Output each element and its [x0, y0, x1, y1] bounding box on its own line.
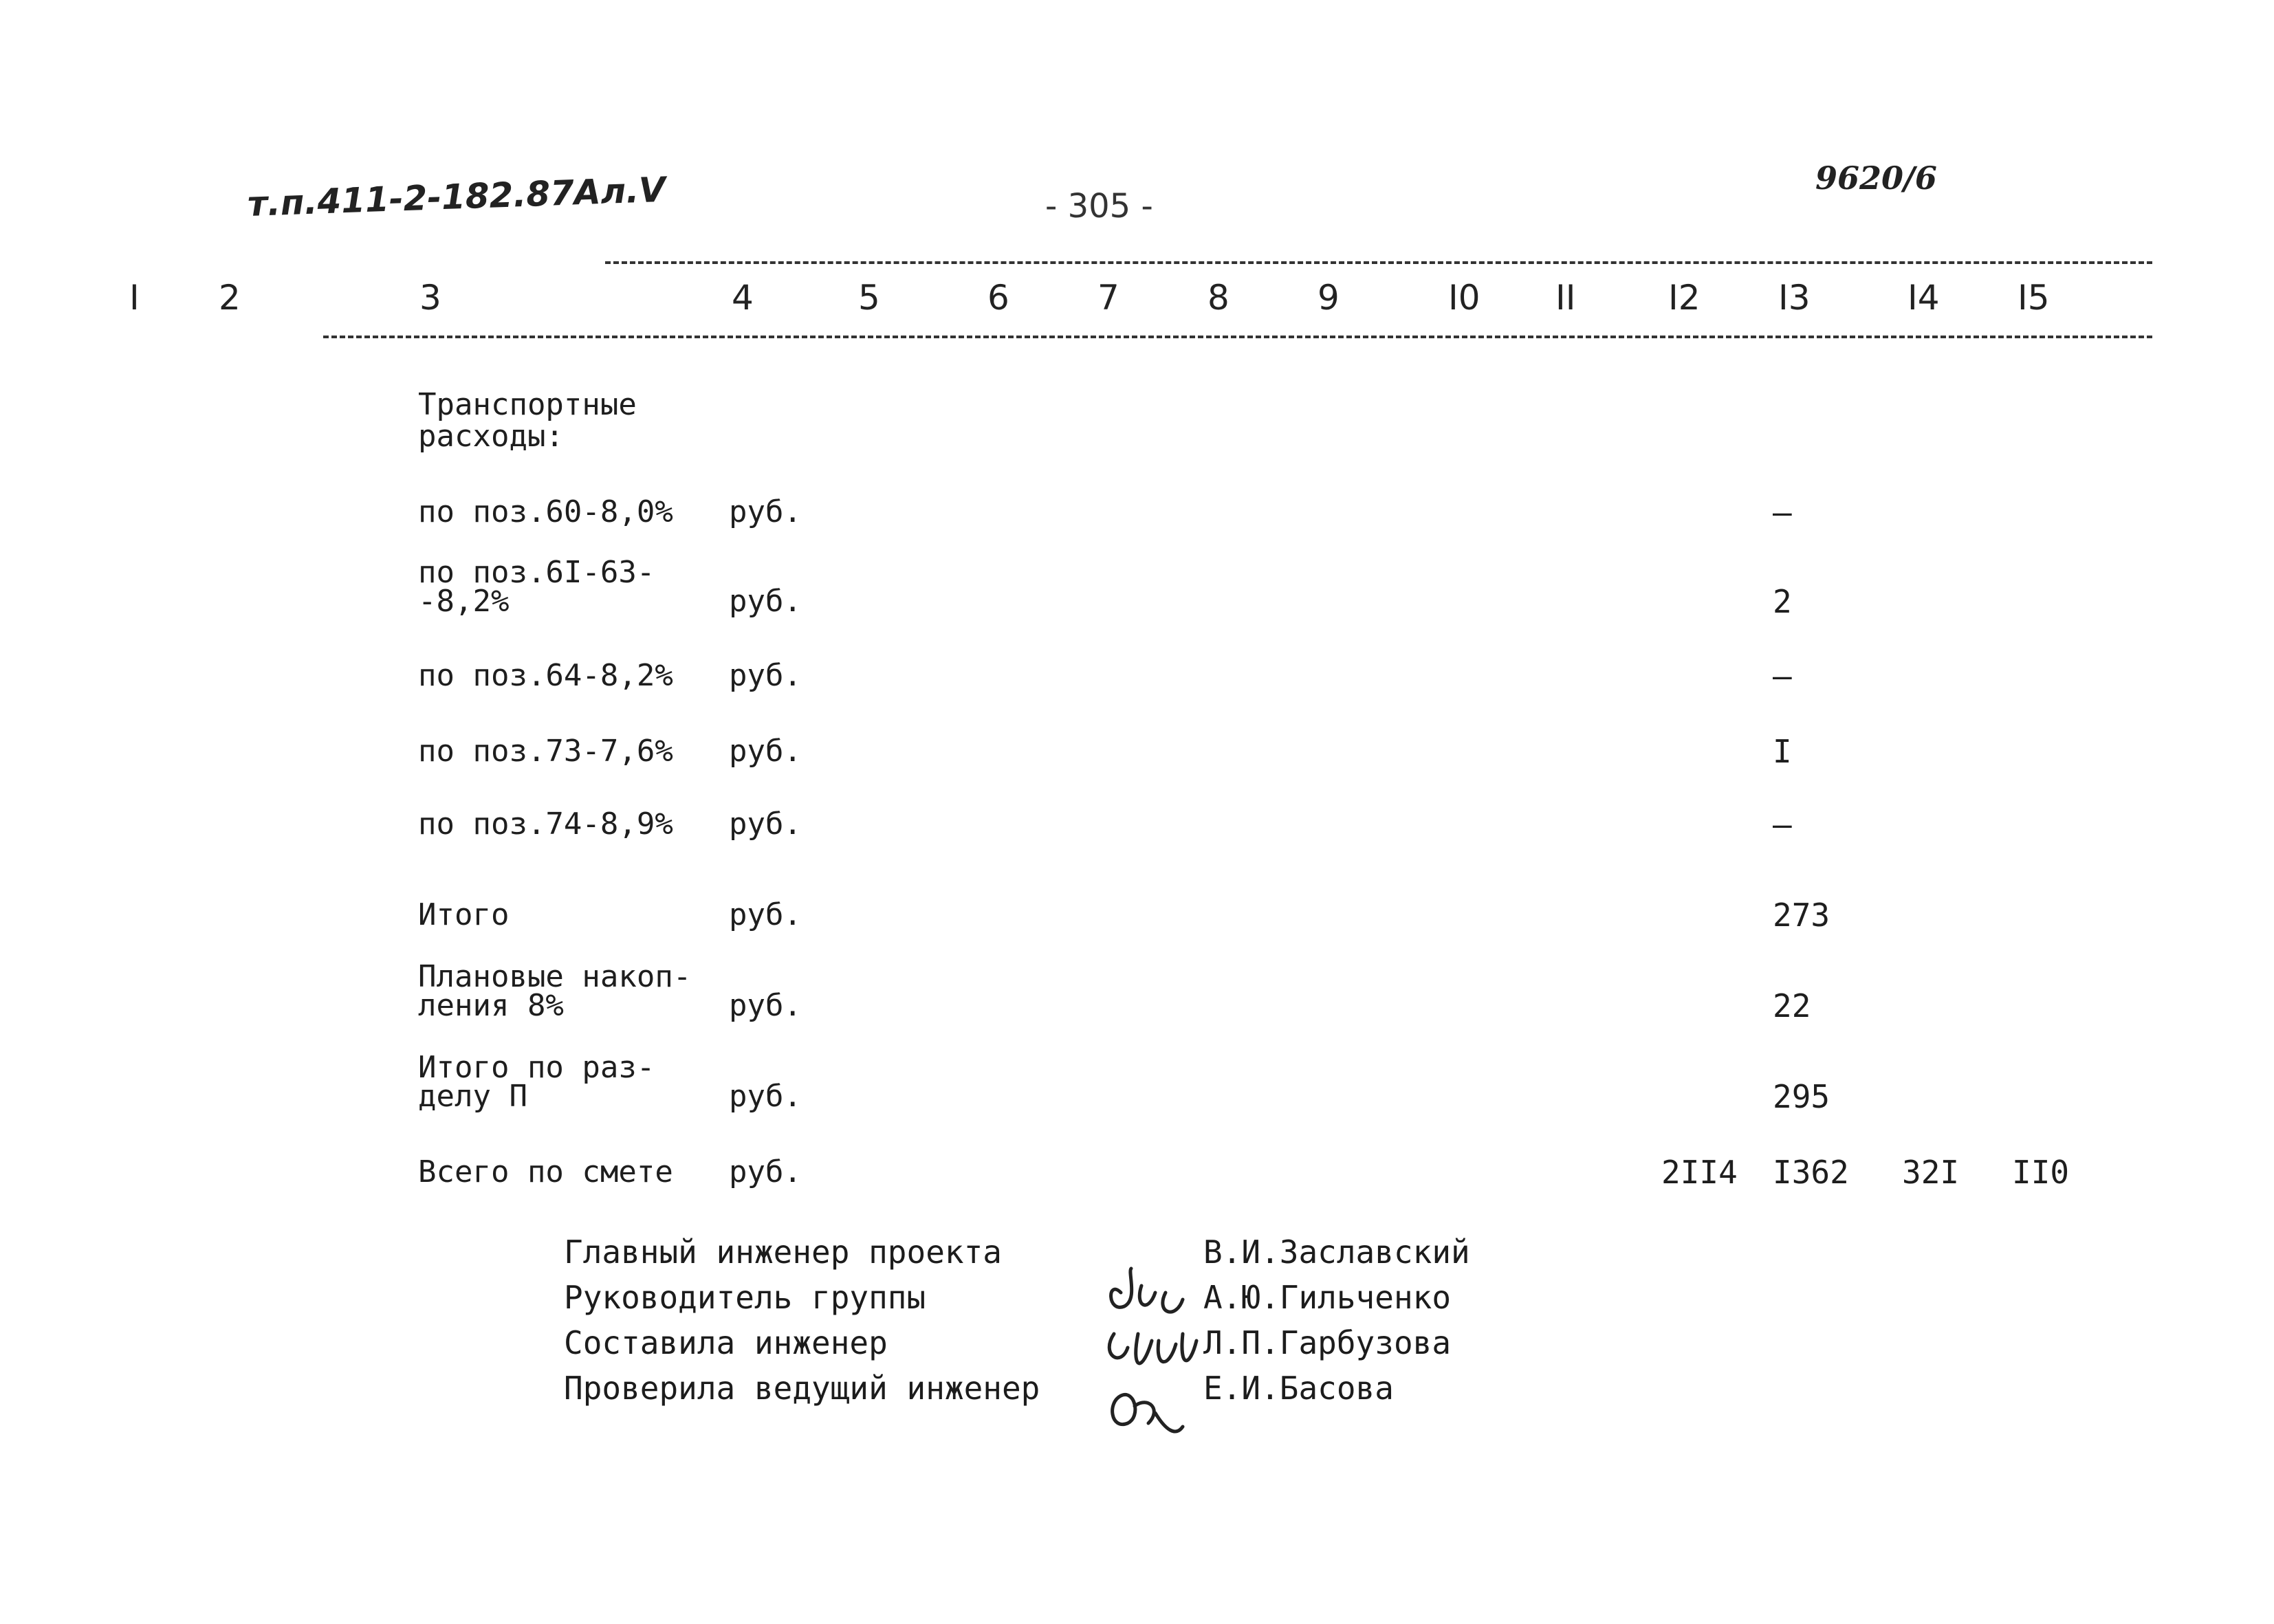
- row-label: по поз.73-7,6%: [418, 734, 673, 769]
- column-header-3: 3: [419, 278, 441, 318]
- signatory-name: В.И.Заславский: [1203, 1233, 1470, 1271]
- row-unit: руб.: [729, 806, 802, 842]
- section-total-label-continued: делу П: [418, 1079, 527, 1114]
- row-label: по поз.60-8,0%: [418, 494, 673, 529]
- signature-titles: [564, 1229, 1040, 1411]
- column-header-12: I2: [1668, 278, 1701, 318]
- column-header-13: I3: [1778, 278, 1811, 318]
- column-header-15: I5: [2018, 278, 2050, 318]
- column-header-14: I4: [1907, 278, 1940, 318]
- column-header-6: 6: [987, 278, 1009, 318]
- planned-savings-value-col13: 22: [1773, 987, 1811, 1024]
- grand-total-unit: руб.: [729, 1154, 802, 1189]
- row-value-col13: –: [1773, 657, 1792, 694]
- column-header-10: I0: [1448, 278, 1480, 318]
- grand-total-col14: 32I: [1902, 1154, 1960, 1191]
- handwritten-signature: [1100, 1265, 1203, 1444]
- signature-title: Проверила ведущий инженер: [564, 1370, 1040, 1407]
- column-header-8: 8: [1207, 278, 1229, 318]
- section-total-label: Итого по раз-: [418, 1050, 655, 1085]
- row-label: по поз.74-8,9%: [418, 806, 673, 842]
- signatory-name: Л.П.Гарбузова: [1203, 1324, 1452, 1361]
- planned-savings-unit: руб.: [729, 988, 802, 1023]
- section-title: Транспортные расходы:: [418, 387, 637, 454]
- signatory-name: Е.И.Басова: [1203, 1370, 1394, 1407]
- grand-total-col13: I362: [1773, 1154, 1849, 1191]
- signature-title: Главный инженер проекта: [564, 1233, 1002, 1271]
- planned-savings-label-continued: ления 8%: [418, 988, 564, 1023]
- grand-total-col15: II0: [2012, 1154, 2070, 1191]
- grand-total-label: Всего по смете: [418, 1154, 673, 1189]
- row-unit: руб.: [729, 494, 802, 529]
- planned-savings-label: Плановые накоп-: [418, 959, 692, 994]
- row-value-col13: 2: [1773, 583, 1792, 620]
- row-label: по поз.6I-63-: [418, 555, 655, 590]
- column-header-4: 4: [732, 278, 754, 318]
- row-label-continued: -8,2%: [418, 584, 510, 619]
- signature-names: [1203, 1229, 1470, 1411]
- column-header-9: 9: [1318, 278, 1340, 318]
- header-rule-bottom: [323, 336, 2152, 338]
- grand-total-col12: 2II4: [1661, 1154, 1738, 1191]
- archive-number: 9620/6: [1815, 160, 1937, 197]
- subtotal-label: Итого: [418, 897, 510, 932]
- document-stamp: т.п.411-2-182.87Ал.V: [246, 169, 666, 224]
- column-header-2: 2: [219, 278, 241, 318]
- signatory-name: А.Ю.Гильченко: [1203, 1279, 1452, 1316]
- row-value-col13: –: [1773, 494, 1792, 531]
- row-unit: руб.: [729, 584, 802, 619]
- subtotal-value-col13: 273: [1773, 897, 1830, 934]
- row-label: по поз.64-8,2%: [418, 658, 673, 693]
- signature-title: Руководитель группы: [564, 1279, 926, 1316]
- column-header-1: I: [129, 278, 140, 318]
- column-header-11: II: [1555, 278, 1576, 318]
- column-header-7: 7: [1097, 278, 1119, 318]
- section-total-unit: руб.: [729, 1079, 802, 1114]
- header-rule-top: [605, 261, 2152, 264]
- row-unit: руб.: [729, 734, 802, 769]
- section-total-value-col13: 295: [1773, 1078, 1830, 1115]
- column-header-5: 5: [858, 278, 880, 318]
- page-number: - 305 -: [1045, 187, 1153, 226]
- row-value-col13: I: [1773, 733, 1792, 770]
- subtotal-unit: руб.: [729, 897, 802, 932]
- row-value-col13: –: [1773, 806, 1792, 843]
- signature-title: Составила инженер: [564, 1324, 888, 1361]
- row-unit: руб.: [729, 658, 802, 693]
